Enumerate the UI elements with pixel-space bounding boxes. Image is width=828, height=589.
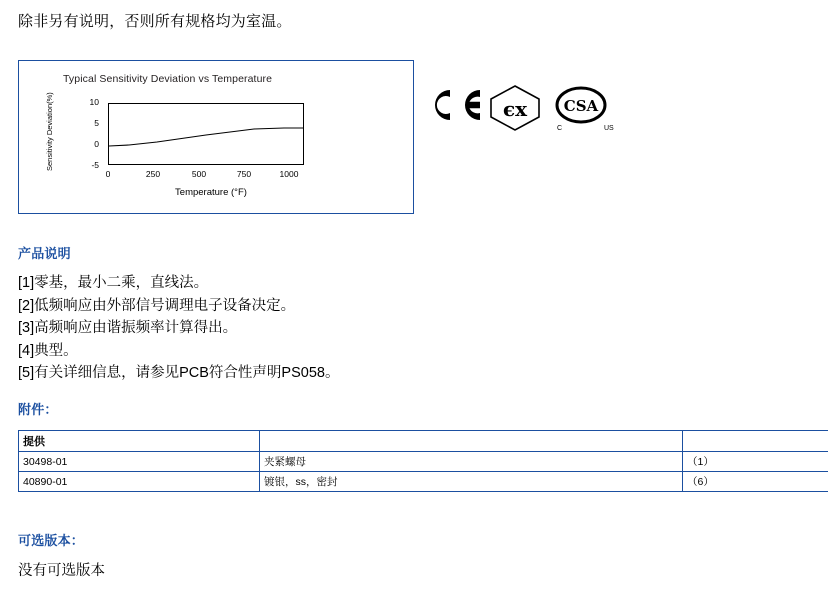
optional-versions-heading: 可选版本： [18, 533, 85, 548]
accessory-description: 镀银，ss，密封 [260, 472, 683, 492]
chart-x-tick-1000: 1000 [279, 169, 299, 179]
csa-mark-right-sub: US [604, 125, 614, 132]
certification-marks [424, 84, 634, 140]
product-description-heading: 产品说明 [18, 246, 71, 261]
ex-mark-icon [489, 84, 541, 137]
table-header-description [260, 431, 683, 452]
chart-y-tick-minus5: -5 [91, 160, 99, 170]
accessory-quantity: （6） [683, 472, 828, 492]
chart-x-tick-750: 750 [236, 169, 252, 179]
optional-versions-text: 没有可选版本 [18, 563, 105, 579]
chart-y-tick-5: 5 [94, 118, 99, 128]
table-header-supplied: 提供 [19, 431, 260, 452]
chart-y-axis-label: Sensitivity Deviation(%) [45, 92, 54, 171]
product-note-5: [5]有关详细信息，请参见PCB符合性声明PS058。 [18, 365, 340, 381]
csa-mark-left-sub: C [557, 125, 563, 132]
table-row [19, 472, 828, 492]
product-note-2: [2]低频响应由外部信号调理电子设备决定。 [18, 297, 296, 314]
product-note-4: [4]典型。 [18, 342, 78, 359]
table-row [19, 452, 828, 472]
accessory-quantity: （1） [683, 452, 828, 472]
product-note-3: [3]高频响应由谐振频率计算得出。 [18, 320, 238, 336]
sensitivity-deviation-chart [18, 60, 414, 214]
accessory-description: 夹紧螺母 [260, 452, 683, 472]
product-note-1: [1]零基，最小二乘，直线法。 [18, 275, 209, 291]
chart-x-axis-label: Temperature (°F) [175, 187, 247, 198]
chart-title: Typical Sensitivity Deviation vs Temperature [63, 73, 273, 85]
accessories-table [18, 430, 828, 492]
product-notes-list [18, 272, 339, 385]
accessory-part-number: 30498-01 [19, 452, 260, 472]
chart-series-line [109, 104, 303, 164]
ce-mark-icon [424, 86, 484, 129]
svg-text:CSA: CSA [563, 97, 599, 115]
svg-text:єx: єx [502, 97, 528, 121]
accessory-part-number: 40890-01 [19, 472, 260, 492]
chart-x-tick-250: 250 [145, 169, 161, 179]
table-header-row [19, 431, 828, 452]
chart-x-tick-500: 500 [191, 169, 207, 179]
chart-x-tick-0: 0 [105, 169, 111, 179]
chart-plot-area [108, 103, 304, 165]
chart-y-tick-0: 0 [94, 139, 99, 149]
table-header-quantity [683, 431, 828, 452]
top-note: 除非另有说明，否则所有规格均为室温。 [18, 13, 292, 30]
csa-mark-icon [555, 86, 607, 129]
accessories-heading: 附件： [18, 402, 58, 417]
chart-y-tick-10: 10 [89, 97, 99, 107]
